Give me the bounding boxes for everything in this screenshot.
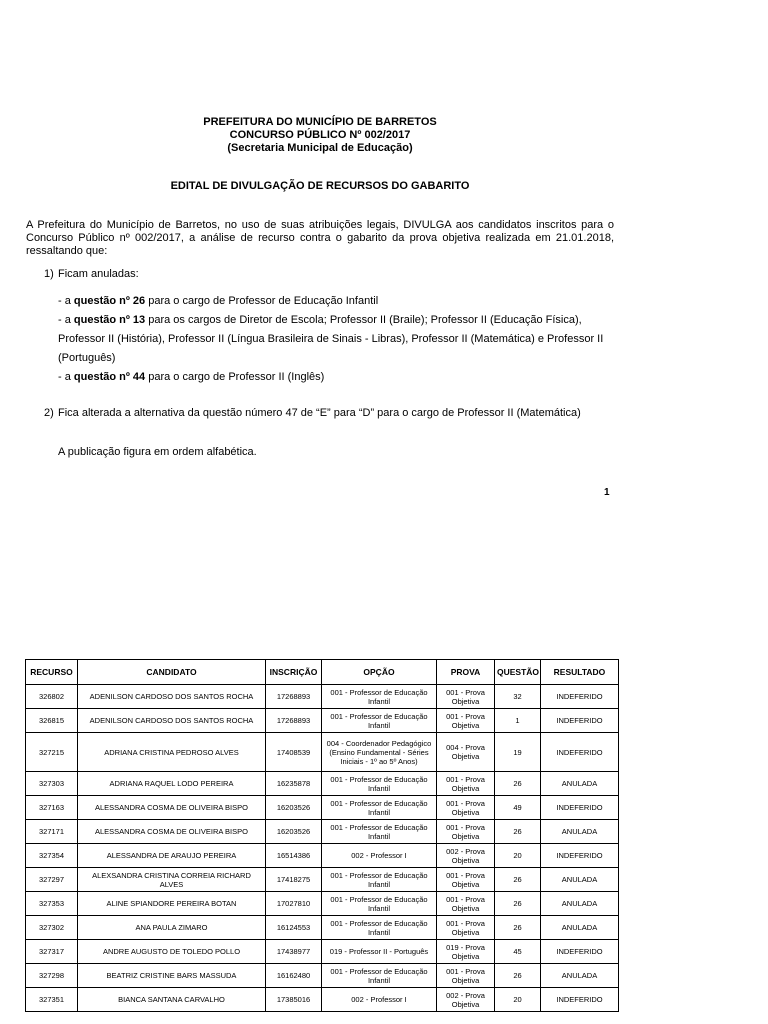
cell-recurso: 327215 bbox=[26, 733, 78, 772]
table-row bbox=[26, 988, 619, 1012]
cell-opcao: 002 - Professor I bbox=[322, 988, 437, 1012]
cell-inscricao: 17268893 bbox=[266, 685, 322, 709]
cell-recurso: 327317 bbox=[26, 940, 78, 964]
cell-candidato: BIANCA SANTANA CARVALHO bbox=[78, 988, 266, 1012]
cell-resultado: ANULADA bbox=[541, 964, 619, 988]
cell-candidato: ALEXSANDRA CRISTINA CORREIA RICHARD ALVES bbox=[78, 868, 266, 892]
cell-recurso: 326802 bbox=[26, 685, 78, 709]
cell-candidato: ANDRE AUGUSTO DE TOLEDO POLLO bbox=[78, 940, 266, 964]
cell-questao: 45 bbox=[495, 940, 541, 964]
cell-opcao: 001 - Professor de Educação Infantil bbox=[322, 964, 437, 988]
cell-inscricao: 17268893 bbox=[266, 709, 322, 733]
cell-candidato: ALESSANDRA DE ARAUJO PEREIRA bbox=[78, 844, 266, 868]
cell-inscricao: 17408539 bbox=[266, 733, 322, 772]
cell-prova: 001 - Prova Objetiva bbox=[437, 964, 495, 988]
cell-questao: 26 bbox=[495, 868, 541, 892]
col-header-recurso: RECURSO bbox=[26, 660, 78, 685]
cell-inscricao: 17027810 bbox=[266, 892, 322, 916]
cell-prova: 001 - Prova Objetiva bbox=[437, 916, 495, 940]
cell-questao: 49 bbox=[495, 796, 541, 820]
cell-questao: 26 bbox=[495, 964, 541, 988]
item2-number: 2) bbox=[44, 407, 54, 419]
table-row bbox=[26, 709, 619, 733]
cell-resultado: INDEFERIDO bbox=[541, 988, 619, 1012]
cell-prova: 004 - Prova Objetiva bbox=[437, 733, 495, 772]
cell-resultado: ANULADA bbox=[541, 868, 619, 892]
cell-recurso: 326815 bbox=[26, 709, 78, 733]
header-secretariat: (Secretaria Municipal de Educação) bbox=[227, 142, 413, 154]
cell-resultado: INDEFERIDO bbox=[541, 796, 619, 820]
question-ref: questão nº 44 bbox=[73, 371, 146, 383]
cell-candidato: ADENILSON CARDOSO DOS SANTOS ROCHA bbox=[78, 709, 266, 733]
table-row bbox=[26, 796, 619, 820]
cell-questao: 32 bbox=[495, 685, 541, 709]
cell-candidato: ALINE SPIANDORE PEREIRA BOTAN bbox=[78, 892, 266, 916]
edital-title: EDITAL DE DIVULGAÇÃO DE RECURSOS DO GABARITO bbox=[170, 180, 470, 192]
cell-opcao: 001 - Professor de Educação Infantil bbox=[322, 796, 437, 820]
cell-inscricao: 16124553 bbox=[266, 916, 322, 940]
cell-inscricao: 17418275 bbox=[266, 868, 322, 892]
cell-prova: 019 - Prova Objetiva bbox=[437, 940, 495, 964]
cell-inscricao: 16235878 bbox=[266, 772, 322, 796]
table-row bbox=[26, 733, 619, 772]
cell-inscricao: 16203526 bbox=[266, 820, 322, 844]
cell-resultado: INDEFERIDO bbox=[541, 685, 619, 709]
cell-opcao: 001 - Professor de Educação Infantil bbox=[322, 868, 437, 892]
table-row bbox=[26, 940, 619, 964]
cell-prova: 002 - Prova Objetiva bbox=[437, 844, 495, 868]
cell-opcao: 001 - Professor de Educação Infantil bbox=[322, 916, 437, 940]
cell-opcao: 001 - Professor de Educação Infantil bbox=[322, 820, 437, 844]
intro-paragraph: A Prefeitura do Município de Barretos, no uso de suas atribuições legais, DIVULGA aos candidatos inscritos para o Concurso Público nº 002/2017, a análise de recurso contra o gabarito da prova objetiva realizada em 21.01.2018, ressaltando que: bbox=[26, 219, 614, 257]
cell-recurso: 327302 bbox=[26, 916, 78, 940]
cell-resultado: ANULADA bbox=[541, 916, 619, 940]
cell-resultado: ANULADA bbox=[541, 892, 619, 916]
cell-candidato: BEATRIZ CRISTINE BARS MASSUDA bbox=[78, 964, 266, 988]
bullet-item: - a questão nº 44 para o cargo de Professor II (Inglês) bbox=[58, 371, 325, 383]
cell-recurso: 327351 bbox=[26, 988, 78, 1012]
page-number: 1 bbox=[604, 487, 610, 498]
cell-opcao: 001 - Professor de Educação Infantil bbox=[322, 685, 437, 709]
cell-opcao: 004 - Coordenador Pedagógico (Ensino Fundamental - Séries Iniciais - 1º ao 5º Anos) bbox=[322, 733, 437, 772]
cell-prova: 001 - Prova Objetiva bbox=[437, 685, 495, 709]
cell-recurso: 327353 bbox=[26, 892, 78, 916]
cell-resultado: INDEFERIDO bbox=[541, 733, 619, 772]
cell-prova: 001 - Prova Objetiva bbox=[437, 892, 495, 916]
cell-prova: 001 - Prova Objetiva bbox=[437, 796, 495, 820]
cell-recurso: 327303 bbox=[26, 772, 78, 796]
cell-resultado: INDEFERIDO bbox=[541, 940, 619, 964]
col-header-candidato: CANDIDATO bbox=[78, 660, 266, 685]
cell-resultado: ANULADA bbox=[541, 772, 619, 796]
question-ref: questão nº 13 bbox=[73, 314, 146, 326]
cell-questao: 1 bbox=[495, 709, 541, 733]
cell-prova: 001 - Prova Objetiva bbox=[437, 868, 495, 892]
cell-questao: 20 bbox=[495, 844, 541, 868]
cell-candidato: ADENILSON CARDOSO DOS SANTOS ROCHA bbox=[78, 685, 266, 709]
cell-recurso: 327298 bbox=[26, 964, 78, 988]
table-row bbox=[26, 772, 619, 796]
cell-questao: 26 bbox=[495, 820, 541, 844]
cell-inscricao: 17385016 bbox=[266, 988, 322, 1012]
cell-questao: 26 bbox=[495, 892, 541, 916]
cell-questao: 20 bbox=[495, 988, 541, 1012]
col-header-inscricao: INSCRIÇÃO bbox=[266, 660, 322, 685]
table-header-row bbox=[26, 660, 619, 685]
cell-prova: 001 - Prova Objetiva bbox=[437, 772, 495, 796]
header-municipality: PREFEITURA DO MUNICÍPIO DE BARRETOS bbox=[203, 116, 437, 128]
cell-recurso: 327171 bbox=[26, 820, 78, 844]
table-row bbox=[26, 892, 619, 916]
col-header-opcao: OPÇÃO bbox=[322, 660, 437, 685]
table-row bbox=[26, 868, 619, 892]
item1-number: 1) bbox=[44, 268, 54, 280]
table-row bbox=[26, 844, 619, 868]
col-header-resultado: RESULTADO bbox=[541, 660, 619, 685]
bullet-item: - a questão nº 26 para o cargo de Professor de Educação Infantil bbox=[58, 295, 379, 307]
col-header-prova: PROVA bbox=[437, 660, 495, 685]
annulled-questions-list bbox=[58, 292, 618, 387]
cell-prova: 001 - Prova Objetiva bbox=[437, 820, 495, 844]
cell-opcao: 019 - Professor II - Português bbox=[322, 940, 437, 964]
cell-questao: 26 bbox=[495, 772, 541, 796]
cell-inscricao: 16203526 bbox=[266, 796, 322, 820]
appeals-table bbox=[25, 659, 619, 1012]
cell-resultado: ANULADA bbox=[541, 820, 619, 844]
cell-opcao: 002 - Professor I bbox=[322, 844, 437, 868]
bullet-item: - a questão nº 13 para os cargos de Diretor de Escola; Professor II (Braile); Professor II (Educação Física), Professor II (História), Professor II (Língua Brasileira de Sinais - Libras), Professor II (Matemática) e Professor II (Português) bbox=[58, 314, 604, 364]
cell-inscricao: 16514386 bbox=[266, 844, 322, 868]
table-row bbox=[26, 820, 619, 844]
cell-questao: 19 bbox=[495, 733, 541, 772]
cell-questao: 26 bbox=[495, 916, 541, 940]
col-header-questao: QUESTÃO bbox=[495, 660, 541, 685]
cell-opcao: 001 - Professor de Educação Infantil bbox=[322, 709, 437, 733]
cell-prova: 002 - Prova Objetiva bbox=[437, 988, 495, 1012]
cell-inscricao: 16162480 bbox=[266, 964, 322, 988]
cell-candidato: ADRIANA RAQUEL LODO PEREIRA bbox=[78, 772, 266, 796]
cell-recurso: 327163 bbox=[26, 796, 78, 820]
cell-resultado: INDEFERIDO bbox=[541, 844, 619, 868]
question-ref: questão nº 26 bbox=[73, 295, 146, 307]
table-row bbox=[26, 685, 619, 709]
cell-inscricao: 17438977 bbox=[266, 940, 322, 964]
cell-opcao: 001 - Professor de Educação Infantil bbox=[322, 892, 437, 916]
cell-candidato: ANA PAULA ZIMARO bbox=[78, 916, 266, 940]
cell-candidato: ALESSANDRA COSMA DE OLIVEIRA BISPO bbox=[78, 820, 266, 844]
item1-text: Ficam anuladas: bbox=[58, 268, 139, 280]
cell-resultado: INDEFERIDO bbox=[541, 709, 619, 733]
cell-opcao: 001 - Professor de Educação Infantil bbox=[322, 772, 437, 796]
cell-recurso: 327297 bbox=[26, 868, 78, 892]
cell-candidato: ADRIANA CRISTINA PEDROSO ALVES bbox=[78, 733, 266, 772]
publication-note: A publicação figura em ordem alfabética. bbox=[58, 446, 257, 458]
cell-recurso: 327354 bbox=[26, 844, 78, 868]
header-contest: CONCURSO PÚBLICO Nº 002/2017 bbox=[229, 129, 411, 141]
table-row bbox=[26, 964, 619, 988]
cell-candidato: ALESSANDRA COSMA DE OLIVEIRA BISPO bbox=[78, 796, 266, 820]
cell-prova: 001 - Prova Objetiva bbox=[437, 709, 495, 733]
table-row bbox=[26, 916, 619, 940]
item2-text: Fica alterada a alternativa da questão número 47 de “E” para “D” para o cargo de Professor II (Matemática) bbox=[58, 407, 581, 419]
